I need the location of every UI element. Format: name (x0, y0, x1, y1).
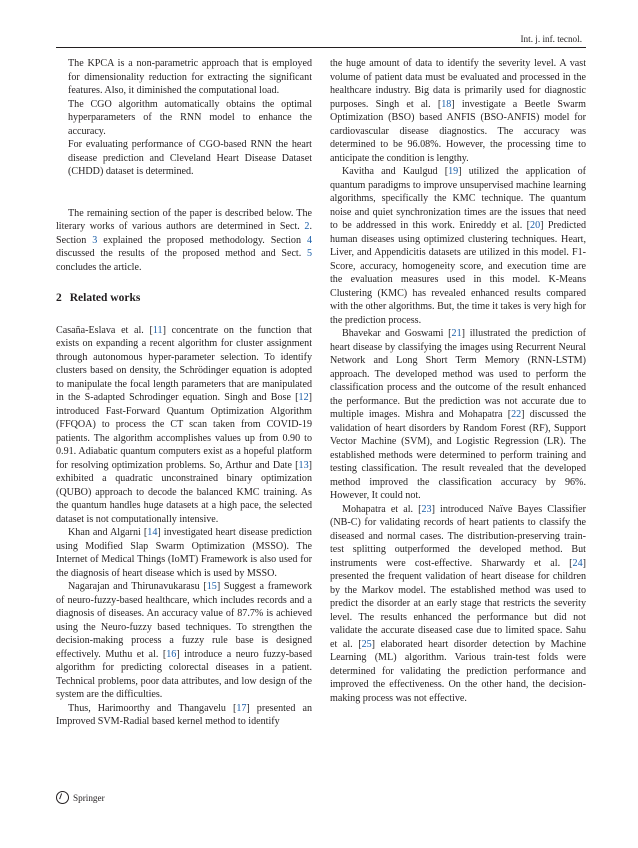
citation-link[interactable]: 19 (448, 166, 459, 177)
publisher-name: Springer (73, 792, 105, 803)
citation-link[interactable]: 23 (421, 503, 432, 515)
contribution-item: For evaluating performance of CGO-based RNN the heart disease prediction and Cleveland Heart Disease Dataset (CHDD) dataset is determined. (68, 139, 312, 177)
citation-link[interactable]: 17 (236, 702, 247, 714)
springer-logo-icon (56, 791, 69, 804)
page-footer (56, 791, 105, 804)
contribution-list (68, 57, 312, 179)
section-ref[interactable]: 3 (92, 234, 98, 246)
contribution-item: The CGO algorithm automatically obtains the optimal hyperparameters of the RNN model to enhance the accuracy. (68, 98, 312, 137)
citation-link[interactable]: 13 (298, 459, 309, 471)
section-title: Related works (69, 292, 141, 304)
left-column (56, 57, 312, 729)
section-heading (56, 292, 312, 306)
header-rule (56, 47, 586, 48)
contribution-item: The KPCA is a non-parametric approach that is employed for dimensionality reduction for extracting the significant features. Also, it diminished the computational load. (68, 58, 312, 96)
citation-link[interactable]: 16 (166, 648, 177, 660)
citation-link[interactable]: 12 (298, 392, 309, 403)
section-ref[interactable]: 4 (306, 234, 312, 246)
citation-link[interactable]: 11 (152, 324, 163, 336)
section-ref[interactable]: 5 (306, 248, 312, 259)
paragraph: Kavitha and Kaulgud [19] utilized the application of quantum paradigms to improve unsupervised machine learning algorithms, specifically the KMC technique. The quantum noise and quiet synchronization times are the issues that need to be addressed in this work. Enireddy et al. [20] Predicted human diseases using optimized clustering techniques. Heart, Liver, and Appendicitis datasets are utilized in this model. F1-Score, accuracy, homogeneity score, and execution time are the evaluation measures used in this model. K-Means Clustering (KMC) has revealed enhanced results compared with the other algorithms. But, the time it takes is very high for the prediction process. (330, 166, 586, 326)
citation-link[interactable]: 18 (441, 98, 452, 110)
running-header: Int. j. inf. tecnol. (520, 34, 582, 44)
citation-link[interactable]: 20 (530, 220, 541, 231)
paragraph: Casaña-Eslava et al. [11] concentrate on the function that exists on expanding a recent algorithm for cluster assignment through autonomous hyper-parameter selection. To identify clusters based on density, the Schrödinger equation is adopted to manipulate the focal length parameters that are manipulated in the S-adapted Schrodinger equation. Singh and Bose [12] introduced Fast-Forward Quantum Optimization Algorithm (FFQOA) to process the CT scan taken from COVID-19 patients. The algorithm accomplishes values up from 0.90 to 0.91. Adiabatic quantum computers exist as a hopeful platform for resolving optimization problems. So, Arthur and Date [13] exhibited a quadratic unconstrained binary optimization (QUBO) approach to decode the balanced KMC training. As the quantum handles huge datasets at a high pace, the selected dataset is not computationally intensive. (56, 324, 312, 525)
paragraph-organization: The remaining section of the paper is described below. The literary works of various authors are determined in Sect. 2. Section 3 explained the proposed methodology. Section 4 discussed the results of the proposed method and Sect. 5 concludes the article. (56, 207, 312, 273)
right-column (330, 57, 586, 705)
paragraph: Khan and Algarni [14] investigated heart disease prediction using Modified Slap Swarm Optimization (MSSO). The Internet of Medical Things (IoMT) Framework is also used for the diagnosis of heart disease which is used by MSSO. (56, 527, 312, 579)
citation-link[interactable]: 14 (147, 527, 158, 538)
section-number: 2 (56, 292, 62, 304)
citation-link[interactable]: 15 (206, 581, 217, 592)
section-ref[interactable]: 2 (304, 221, 310, 232)
paragraph: the huge amount of data to identify the severity level. A vast volume of patient data must be evaluated and processed in the healthcare industry. Big data is primarily used for diagnostic purposes. Singh et al. [18] investigate a Beetle Swarm Optimization (BSO) based ANFIS (BSO-ANFIS) model for cardiovascular disease diagnostics. The accuracy was determined to be 96.08%. However, the processing time to anticipate the condition is lengthy. (330, 58, 586, 164)
paragraph: Thus, Harimoorthy and Thangavelu [17] presented an Improved SVM-Radial based kernel method to identify (56, 702, 312, 727)
paragraph: Nagarajan and Thirunavukarasu [15] Suggest a framework of neuro-fuzzy-based healthcare, which includes records and a diagnosis of diseases. An accuracy value of 87.7% is achieved using the Neuro-fuzzy based techniques. To strengthen the decision-making process a fuzzy rule base is designed effectively. Muthu et al. [16] introduce a neuro fuzzy-based algorithm for predicting colorectal diseases in a patient. Technical problems, poor data attributes, and low design of the system are the difficulties. (56, 581, 312, 700)
citation-link[interactable]: 24 (572, 557, 583, 569)
citation-link[interactable]: 21 (451, 328, 462, 339)
paragraph: Mohapatra et al. [23] introduced Naïve Bayes Classifier (NB-C) for validating records of heart patients to classify the diseased and normal cases. The distribution-preserving train-test splitting outperformed the developed method. But instruments were cost-effective. Sharwardy et al. [24] presented the frequent validation of heart disease for children by the Markov model. The established method was used to predict the disorder at an early stage that restricts the severity level. The results enhanced the performance but did not validate the accurate diseased case due to limited space. Sahu et al. [25] elaborated heart disorder detection by Machine Learning (ML) algorithm. Various train-test folds were determined for validating the prediction performance and improved the effectiveness. On the other hand, the decision-making process was not effective. (330, 503, 586, 704)
paragraph: Bhavekar and Goswami [21] illustrated the prediction of heart disease by classifying the images using Recurrent Neural Network and Long Short Term Memory (RNN-LSTM) approach. The developed method was used to perform the classification process and the outcome of the result enhanced the performance. But the prediction was not accurate due to multiple images. Mishra and Mohapatra [22] discussed the validation of heart disorders by Random Forest (RF), Support Vector Machine (SVM), and Logistic Regression (LR). The established methods were determined to perform training and testing classification. The result revealed that the developed method improved the classification accuracy by 96%. However, It could not. (330, 328, 587, 501)
citation-link[interactable]: 25 (361, 638, 372, 650)
citation-link[interactable]: 22 (511, 409, 522, 420)
